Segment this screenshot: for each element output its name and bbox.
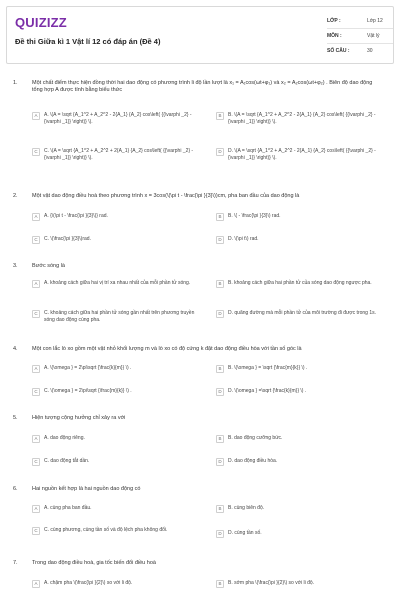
question-number: 3. [13, 263, 18, 269]
option-letter-box: D [216, 148, 224, 156]
option-text: C. \(A = \sqrt {A_1^2 + A_2^2 + 2{A_1} {A_2} cos\left( {{\varphi _2} - {\varphi _1}} \right)} \). [44, 148, 194, 161]
option-text: C. khoảng cách giữa hai phần tử sóng gần nhất trên phương truyền sóng dao động cùng pha. [44, 310, 195, 323]
option-letter-box: D [216, 236, 224, 244]
option-text: A. \(A = \sqrt {A_1^2 + A_2^2 - 2{A_1} {A_2} cos\left( {{\varphi _2} - {\varphi _1}} \right)} \). [44, 112, 192, 125]
option-letter-box: A [32, 112, 40, 120]
question-number: 5. [13, 415, 18, 421]
question-text: Bước sóng là [32, 263, 65, 269]
option-letter-box: B [216, 213, 224, 221]
question-text: Một chất điểm thực hiện đồng thời hai dao động có phương trình li độ lần lượt là x₁ = A₁cos(ωt+φ₁) và x₂ = A₂cos(ωt+φ₂) . Biên độ dao động tổng hợp A được tính bằng biểu thức [32, 80, 373, 93]
option-text: A. chậm pha \(\frac{\pi }{2}\) so với li độ. [44, 580, 133, 586]
question-text: Hai nguồn kết hợp là hai nguồn dao động có [32, 486, 141, 492]
meta-label-count: SỐ CÂU : [327, 48, 350, 54]
question-number: 6. [13, 486, 18, 492]
option-letter-box: B [216, 112, 224, 120]
option-text: A. cùng pha ban đầu. [44, 505, 92, 511]
option-letter-box: A [32, 365, 40, 373]
option-letter-box: C [32, 236, 40, 244]
question-text: Hiện tượng cộng hưởng chỉ xảy ra với [32, 415, 126, 421]
document-header [6, 6, 394, 64]
question-text: Một vật dao động điều hoà theo phương trình x = 3cos(\(\pi t - \frac{\pi }{3}\))cm, pha ban đầu của dao động là [32, 193, 300, 199]
option-letter-box: D [216, 458, 224, 466]
option-letter-box: A [32, 280, 40, 288]
option-text: B. khoảng cách giữa hai phần tử của sóng dao động ngược pha. [228, 280, 372, 286]
quizizz-logo: QUIZIZZ [15, 15, 67, 30]
option-text: C. \(\frac{\pi }{3}\)rad. [44, 236, 91, 242]
question-text: Trong dao động điều hoà, gia tốc biến đổi điều hoà [32, 560, 156, 566]
meta-label-class: LỚP : [327, 18, 341, 24]
question-number: 1. [13, 80, 18, 86]
option-letter-box: D [216, 310, 224, 318]
option-text: D. dao động điều hòa. [228, 458, 278, 464]
meta-value-subject: Vật lý [367, 33, 380, 39]
option-text: D. \(A = \sqrt {A_1^2 + A_2^2 - 2{A_1} {A_2} cos\left( {{\varphi _2} - {\varphi _1}} \right)} \). [228, 148, 376, 161]
option-text: A. {\(\pi t - \frac{\pi }{3}\)} rad. [44, 213, 108, 219]
option-text: B. \(\omega } = \sqrt {\frac{m}{k}} \) . [228, 365, 308, 371]
meta-divider [327, 43, 393, 44]
option-text: A. dao động riêng. [44, 435, 85, 441]
option-text: D. \(\omega } =\sqrt {\frac{k}{m}} \) . [228, 388, 307, 394]
option-text: D. cùng tần số. [228, 530, 262, 536]
option-text: B. cùng biên độ. [228, 505, 265, 511]
option-letter-box: D [216, 388, 224, 396]
option-letter-box: C [32, 527, 40, 535]
option-text: B. \(A = \sqrt {A_1^2 + A_2^2 - 2{A_1} {A_2} cos\left( {{\varphi _2} - {\varphi _1}} \right)} \). [228, 112, 376, 125]
option-text: C. dao động tắt dần. [44, 458, 90, 464]
meta-value-class: Lớp 12 [367, 18, 383, 24]
option-text: B. dao động cưỡng bức. [228, 435, 283, 441]
option-letter-box: C [32, 148, 40, 156]
option-text: D. \(\pi t\) rad. [228, 236, 259, 242]
option-text: A. khoảng cách giữa hai vị trí xa nhau nhất của mỗi phần tử sóng. [44, 280, 191, 286]
option-text: C. \(\omega } = 2\pi\sqrt {\frac{m}{k}} \) . [44, 388, 132, 394]
option-text: A. \(\omega } = 2\pi\sqrt {\frac{k}{m}} \) . [44, 365, 132, 371]
question-number: 7. [13, 560, 18, 566]
meta-label-subject: MÔN : [327, 33, 342, 39]
option-text: B. sớm pha \(\frac{\pi }{2}\) so với li độ. [228, 580, 315, 586]
option-letter-box: C [32, 458, 40, 466]
meta-value-count: 30 [367, 48, 373, 54]
option-letter-box: C [32, 388, 40, 396]
option-text: D. quãng đường mà mỗi phần tử của môi trường đi được trong 1s. [228, 310, 377, 316]
option-letter-box: A [32, 435, 40, 443]
option-letter-box: A [32, 505, 40, 513]
option-text: B. \( - \frac{\pi }{3}\) rad. [228, 213, 281, 219]
option-letter-box: A [32, 213, 40, 221]
option-letter-box: B [216, 435, 224, 443]
option-letter-box: B [216, 505, 224, 513]
option-letter-box: D [216, 530, 224, 538]
option-letter-box: B [216, 580, 224, 588]
question-number: 4. [13, 346, 18, 352]
meta-divider [327, 28, 393, 29]
document-title: Đề thi Giữa kì 1 Vật lí 12 có đáp án (Đề 4) [15, 37, 161, 46]
option-letter-box: A [32, 580, 40, 588]
option-letter-box: B [216, 365, 224, 373]
option-text: C. cùng phương, cùng tần số và độ lệch pha không đổi. [44, 527, 168, 533]
question-number: 2. [13, 193, 18, 199]
option-letter-box: B [216, 280, 224, 288]
option-letter-box: C [32, 310, 40, 318]
question-text: Một con lắc lò xo gồm một vật nhỏ khối lượng m và lò xo có độ cứng k đặt dao động điều hòa với tần số góc là [32, 346, 302, 352]
